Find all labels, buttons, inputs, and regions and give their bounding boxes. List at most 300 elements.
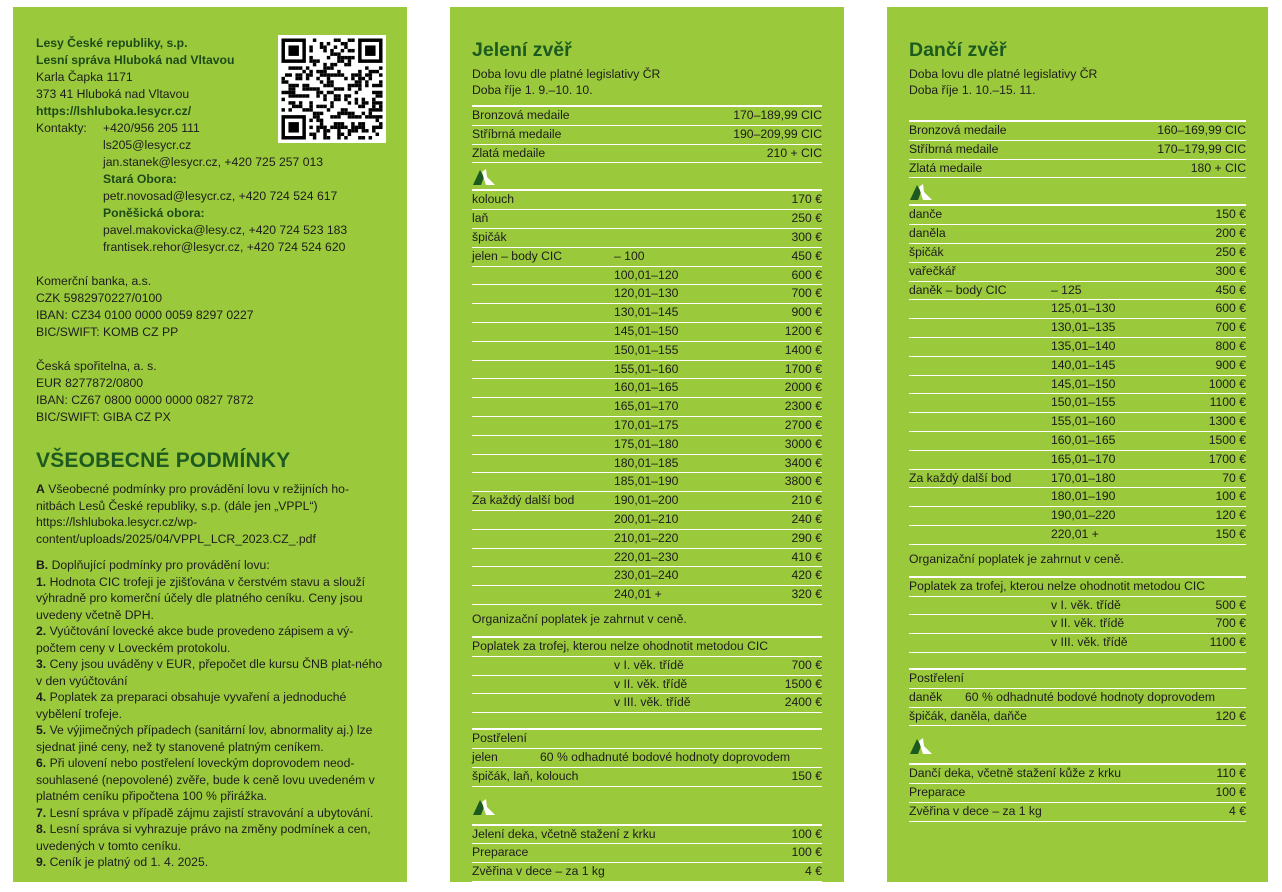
extra-point-row-label	[472, 586, 614, 604]
cic-row-label	[472, 436, 614, 454]
bank-accounts	[36, 273, 385, 426]
cic-row-value: 3400 €	[784, 455, 822, 470]
price-row	[909, 225, 1246, 244]
cic-row-value: 800 €	[1215, 338, 1246, 353]
wounding-title-label: Postřelení	[472, 731, 527, 746]
extra-service-row	[909, 784, 1246, 803]
lcr-logo-icon	[472, 798, 496, 816]
ponesicka-obora-label: Poněšická obora:	[103, 206, 205, 220]
price-row-label: laň	[472, 211, 489, 226]
extra-service-row-label: Zvěřina v dece – za 1 kg	[909, 803, 1042, 818]
extra-service-row	[472, 863, 822, 882]
medal-row-value: 170–189,99 CIC	[733, 108, 822, 122]
cic-row-range: 165,01–170	[1051, 451, 1116, 466]
extra-point-row	[909, 470, 1246, 489]
red-deer-season: Doba lovu dle platné legislativy ČR	[472, 67, 661, 81]
medal-row	[472, 145, 822, 164]
contact-phone: +420/956 205 111	[103, 121, 200, 135]
medal-row-value: 210 + CIC	[766, 145, 822, 160]
extra-point-row	[909, 488, 1246, 507]
extra-point-row-value: 240 €	[791, 511, 822, 526]
condition-item-4	[36, 689, 385, 722]
cic-row-range: 185,01–190	[614, 474, 679, 489]
cic-row-range: 175,01–180	[614, 436, 679, 451]
red-deer-panel	[450, 7, 844, 882]
fallow-deer-panel	[887, 7, 1268, 882]
condition-text: Vyúčtování lovecké akce bude provedeno zápisem a vý-počtem ceny v Loveckém protokolu.	[36, 624, 354, 655]
extra-point-row	[472, 511, 822, 530]
trophy-fee-row	[472, 657, 822, 676]
cic-row-range: 125,01–130	[1051, 301, 1116, 316]
cic-row	[909, 376, 1246, 395]
extra-service-row-label: Preparace	[472, 845, 529, 860]
cic-row-label	[472, 398, 614, 416]
cic-row-label	[472, 267, 614, 285]
trophy-fee-title	[909, 576, 1246, 597]
extra-point-row-value: 420 €	[791, 568, 822, 583]
cic-row-range: 100,01–120	[614, 267, 679, 282]
cic-row	[909, 451, 1246, 470]
cic-row-label	[472, 455, 614, 473]
medal-row-label: Zlatá medaile	[909, 160, 983, 175]
trophy-fee-title-label: Poplatek za trofej, kterou nelze ohodnotit metodou CIC	[909, 578, 1206, 593]
extra-point-row-range: 240,01 +	[614, 587, 662, 602]
extra-point-row-range: 220,01 +	[1051, 526, 1099, 541]
cic-row-range: 150,01–155	[614, 342, 679, 357]
medal-row-value: 180 + CIC	[1190, 160, 1246, 175]
trophy-fee-title-label: Poplatek za trofej, kterou nelze ohodnotit metodou CIC	[472, 638, 769, 653]
contacts-label: Kontakty:	[36, 121, 87, 135]
extra-service-row-label: Dančí deka, včetně stažení kůže z krku	[909, 766, 1122, 781]
extra-point-row-range: 170,01–180	[1051, 470, 1116, 485]
extra-point-row-range: 210,01–220	[614, 530, 679, 545]
condition-item-6	[36, 755, 385, 805]
extra-service-row-label: Preparace	[909, 785, 966, 800]
cic-row-value: 900 €	[1215, 357, 1246, 372]
extra-point-row-label	[909, 507, 1051, 525]
condition-number: 1.	[36, 574, 47, 589]
extra-point-row-label: Za každý další bod	[909, 470, 1012, 485]
bank-line: CZK 5982970227/0100	[36, 291, 163, 305]
extra-point-row-value: 320 €	[791, 587, 822, 602]
cic-row-label	[472, 379, 614, 397]
cic-row-label	[909, 394, 1051, 412]
wounding-other-row-label: špičák, laň, kolouch	[472, 768, 579, 783]
price-row-value: 150 €	[1215, 207, 1246, 222]
condition-item-5	[36, 722, 385, 755]
extra-point-row-value: 290 €	[791, 530, 822, 545]
medal-row	[472, 105, 822, 126]
trophy-fee-row-range: v I. věk. třídě	[1051, 597, 1121, 612]
cic-row-value: 700 €	[1215, 320, 1246, 335]
wounding-main-text: 60 % odhadnuté bodové hodnoty doprovodem	[540, 749, 791, 764]
trophy-fee-row	[472, 676, 822, 695]
extra-service-row-label: Zvěřina v dece – za 1 kg	[472, 864, 605, 879]
cic-row-value: 1200 €	[784, 323, 822, 338]
contact-email[interactable]: ls205@lesycr.cz	[103, 138, 192, 152]
extra-point-row	[472, 530, 822, 549]
cic-row-label: daněk – body CIC	[909, 282, 1007, 297]
cic-row-label	[472, 323, 614, 341]
lcr-logo-icon	[909, 183, 933, 201]
bank-line: Česká spořitelna, a. s.	[36, 359, 157, 373]
extra-point-row-label	[472, 567, 614, 585]
trophy-fee-row-range: v III. věk. třídě	[1051, 635, 1128, 650]
extra-point-row-value: 150 €	[1215, 526, 1246, 541]
cic-row-label	[909, 300, 1051, 318]
cic-row-label	[472, 304, 614, 322]
cic-row-value: 2300 €	[784, 399, 822, 414]
cic-row	[472, 455, 822, 474]
price-row-label: daněla	[909, 226, 946, 241]
cic-row-label: jelen – body CIC	[472, 248, 563, 263]
cic-row-range: 160,01–165	[614, 380, 679, 395]
lcr-logo-icon	[472, 168, 496, 186]
price-row-value: 300 €	[791, 229, 822, 244]
extra-service-row	[909, 803, 1246, 822]
trophy-fee-title-value	[768, 638, 822, 656]
cic-row-value: 3000 €	[784, 436, 822, 451]
contact-novosad[interactable]: petr.novosad@lesycr.cz, +420 724 524 617	[103, 189, 338, 203]
wounding-other-row	[909, 708, 1246, 727]
qr-code[interactable]	[278, 35, 386, 143]
stara-obora-label: Stará Obora:	[103, 172, 177, 186]
org-name-line2: Lesní správa Hluboká nad Vltavou	[36, 53, 235, 67]
bank-line: IBAN: CZ34 0100 0000 0059 8297 0227	[36, 308, 254, 322]
condition-number: 9.	[36, 855, 47, 869]
extra-service-row-label: Jelení deka, včetně stažení z krku	[472, 826, 656, 841]
cic-row-label	[472, 417, 614, 435]
price-row	[909, 263, 1246, 282]
price-row-label: kolouch	[472, 192, 515, 207]
cic-row	[472, 342, 822, 361]
cic-row-value: 600 €	[791, 267, 822, 282]
medal-row-label: Stříbrná medaile	[909, 141, 999, 156]
extra-point-row-range: 230,01–240	[614, 568, 679, 583]
cic-row-value: 1000 €	[1208, 376, 1246, 391]
medal-row-value: 160–169,99 CIC	[1157, 123, 1246, 137]
condition-item-3	[36, 656, 385, 689]
extra-service-row-value: 100 €	[1215, 785, 1246, 800]
wounding-title-label: Postřelení	[909, 670, 964, 685]
cic-row-label	[472, 473, 614, 491]
medal-row-label: Stříbrná medaile	[472, 126, 562, 141]
trophy-fee-row	[909, 597, 1246, 616]
extra-point-row-value: 410 €	[791, 549, 822, 564]
cic-row-label	[909, 451, 1051, 469]
wounding-main-row	[909, 689, 1246, 708]
condition-number: 6.	[36, 756, 47, 770]
price-row	[909, 244, 1246, 263]
condition-list	[36, 574, 385, 871]
trophy-fee-row-range: v III. věk. třídě	[614, 695, 691, 710]
cic-row	[909, 300, 1246, 319]
cic-row	[472, 473, 822, 492]
price-row-value: 200 €	[1215, 226, 1246, 241]
condition-number: 8.	[36, 822, 47, 836]
cic-row	[909, 432, 1246, 451]
cic-row-label	[909, 319, 1051, 337]
cic-row-label	[909, 413, 1051, 431]
condition-text: Ceny jsou uváděny v EUR, přepočet dle kursu ČNB plat-ného v den vyúčtování	[36, 657, 383, 688]
extra-point-row-label	[909, 488, 1051, 506]
wounding-title-value	[647, 730, 822, 748]
extra-service-row-value: 4 €	[1229, 803, 1246, 818]
cic-row-value: 1700 €	[1208, 451, 1246, 466]
extra-point-row-value: 120 €	[1215, 508, 1246, 523]
condition-item-9	[36, 854, 385, 871]
trophy-fee-row-range: v I. věk. třídě	[614, 657, 684, 672]
cic-row-label	[909, 432, 1051, 450]
trophy-fee-row-value: 700 €	[791, 657, 822, 672]
cic-row-range: 120,01–130	[614, 286, 679, 301]
org-street: Karla Čapka 1171	[36, 70, 133, 84]
price-row	[472, 229, 822, 248]
fallow-deer-title: Dančí zvěř	[909, 39, 1007, 61]
bank-line: IBAN: CZ67 0800 0000 0000 0827 7872	[36, 393, 254, 407]
org-fee-note: Organizační poplatek je zahrnut v ceně.	[909, 551, 1124, 566]
wounding-main-row	[472, 749, 822, 768]
cic-row	[472, 379, 822, 398]
trophy-fee-row-value: 700 €	[1215, 616, 1246, 631]
condition-b-heading: B. Doplňující podmínky pro provádění lovu:	[36, 558, 270, 572]
condition-text: Hodnota CIC trofeji je zjišťována v čerstvém stavu a slouží výhradně pro komerční účely dle platného ceníku. Ceny jsou uvedeny včetně DPH.	[36, 574, 366, 622]
price-row-value: 170 €	[791, 192, 822, 207]
org-website-link[interactable]: https://lshluboka.lesycr.cz/	[36, 104, 192, 118]
trophy-fee-row-value: 500 €	[1215, 597, 1246, 612]
extra-service-row-value: 4 €	[805, 864, 822, 879]
extra-service-row	[472, 844, 822, 863]
contact-makovicka[interactable]: pavel.makovicka@lesy.cz, +420 724 523 183	[103, 223, 348, 237]
qr-code-image	[278, 35, 386, 143]
bank-line: Komerční banka, a.s.	[36, 274, 152, 288]
org-fee-note: Organizační poplatek je zahrnut v ceně.	[472, 611, 687, 626]
trophy-fee-row-label	[909, 597, 1051, 615]
extra-service-row-value: 100 €	[791, 845, 822, 860]
cic-row-range: 130,01–135	[1051, 320, 1116, 335]
red-deer-rut: Doba říje 1. 9.–10. 10.	[472, 82, 593, 97]
extra-service-row-value: 100 €	[791, 826, 822, 841]
extra-service-row-value: 110 €	[1216, 766, 1246, 781]
trophy-fee-row-value: 1500 €	[784, 676, 822, 691]
extra-point-row-range: 200,01–210	[614, 511, 679, 526]
trophy-fee-row	[472, 694, 822, 713]
bank-block-1	[36, 273, 385, 341]
price-row	[472, 210, 822, 229]
extra-point-row-label	[909, 526, 1051, 544]
wounding-main-text: 60 % odhadnuté bodové hodnoty doprovodem	[965, 689, 1216, 704]
price-row-value: 250 €	[1215, 244, 1246, 259]
cic-row-value: 450 €	[791, 248, 822, 263]
cic-row-label	[909, 357, 1051, 375]
cic-row-label	[909, 338, 1051, 356]
bank-line: BIC/SWIFT: KOMB CZ PP	[36, 325, 179, 339]
extra-service-row	[909, 763, 1246, 784]
medal-row	[472, 126, 822, 145]
cic-row	[472, 323, 822, 342]
wounding-other-row	[472, 768, 822, 787]
condition-item-1	[36, 574, 385, 624]
price-row-label: dančе	[909, 207, 943, 222]
cic-row	[909, 394, 1246, 413]
extra-point-row-range: 190,01–200	[614, 493, 679, 508]
cic-row-range: 160,01–165	[1051, 432, 1116, 447]
condition-text: Ceník je platný od 1. 4. 2025.	[49, 855, 209, 869]
condition-text: Lesní správa si vyhrazuje právo na změny podmínek a cen, uvedených v tomto ceníku.	[36, 822, 371, 853]
condition-number: 2.	[36, 624, 47, 638]
medal-row-label: Bronzová medaile	[909, 123, 1007, 137]
wounding-other-row-value: 120 €	[1215, 708, 1246, 723]
wounding-main-label: jelen	[472, 749, 498, 764]
cic-row-range: 140,01–145	[1051, 357, 1116, 372]
extra-point-row	[472, 492, 822, 511]
price-row-value: 250 €	[791, 211, 822, 226]
cic-row-value: 900 €	[791, 305, 822, 320]
cic-row-range: – 100	[614, 248, 645, 263]
cic-row-value: 3800 €	[784, 474, 822, 489]
medal-row-label: Bronzová medaile	[472, 108, 570, 122]
trophy-fee-row-label	[472, 676, 614, 694]
cic-row	[472, 436, 822, 455]
cic-row	[909, 319, 1246, 338]
cic-row-range: 165,01–170	[614, 399, 679, 414]
extra-point-row-range: 180,01–190	[1051, 489, 1116, 504]
cic-row-range: – 125	[1051, 282, 1082, 297]
extra-point-row-label	[472, 530, 614, 548]
condition-text: Lesní správa v případě zájmu zajistí stravování a ubytování.	[49, 805, 374, 820]
extra-service-row	[472, 824, 822, 845]
cic-row	[472, 285, 822, 304]
wounding-title-value	[1078, 670, 1247, 688]
condition-item-7	[36, 805, 385, 822]
cic-row	[909, 357, 1246, 376]
medal-row-value: 190–209,99 CIC	[733, 126, 822, 141]
cic-row-value: 1300 €	[1208, 414, 1246, 429]
lcr-logo-icon	[909, 737, 933, 755]
wounding-other-row-value: 150 €	[791, 768, 822, 783]
wounding-main-label: daněk	[909, 689, 943, 704]
cic-row-value: 1400 €	[784, 342, 822, 357]
trophy-fee-row-label	[909, 615, 1051, 633]
medal-row-value: 170–179,99 CIC	[1157, 141, 1246, 156]
cic-row	[472, 398, 822, 417]
medal-row	[909, 160, 1246, 179]
cic-row-range: 130,01–145	[614, 305, 679, 320]
trophy-fee-title	[472, 636, 822, 657]
extra-point-row	[472, 586, 822, 605]
bank-line: BIC/SWIFT: GIBA CZ PX	[36, 410, 171, 424]
trophy-fee-row-value: 2400 €	[784, 695, 822, 710]
wounding-other-row-label: špičák, daněla, daňče	[909, 708, 1027, 723]
cic-row-range: 170,01–175	[614, 417, 679, 432]
trophy-fee-row	[909, 634, 1246, 653]
cic-row	[909, 282, 1246, 301]
cic-row-range: 145,01–150	[614, 323, 679, 338]
condition-number: 4.	[36, 690, 47, 704]
cic-row-label	[472, 285, 614, 303]
condition-number: 3.	[36, 657, 47, 671]
extra-point-row-label	[472, 549, 614, 567]
cic-row-range: 150,01–155	[1051, 395, 1116, 410]
cic-row-value: 1100 €	[1209, 395, 1246, 410]
cic-row-range: 135,01–140	[1051, 338, 1116, 353]
general-conditions-title: VŠEOBECNÉ PODMÍNKY	[36, 449, 291, 472]
fallow-deer-season: Doba lovu dle platné legislativy ČR	[909, 67, 1098, 81]
bank-line: EUR 8277872/0800	[36, 376, 144, 390]
cic-row-value: 450 €	[1215, 282, 1246, 297]
contact-stanek[interactable]: jan.stanek@lesycr.cz, +420 725 257 013	[103, 155, 324, 169]
contact-rehor[interactable]: frantisek.rehor@lesycr.cz, +420 724 524 620	[103, 240, 346, 254]
extra-point-row	[909, 526, 1246, 545]
extra-point-row-value: 210 €	[791, 493, 822, 508]
cic-row-range: 180,01–185	[614, 455, 679, 470]
extra-point-row-range: 190,01–220	[1051, 508, 1116, 523]
cic-row	[472, 361, 822, 380]
trophy-fee-row-range: v II. věk. třídě	[614, 676, 688, 691]
cic-row-range: 145,01–150	[1051, 376, 1116, 391]
cic-row	[472, 248, 822, 267]
cic-row-value: 1500 €	[1208, 432, 1246, 447]
condition-a: A Všeobecné podmínky pro provádění lovu v režijních ho-nitbách Lesů České republiky, s.p. (dále jen „VPPL“) https://lshluboka.lesycr.cz/wp-content/uploads/2025/04/VPPL_LCR_2023.CZ_.pdf	[36, 482, 349, 546]
medal-row-label: Zlatá medaile	[472, 145, 546, 160]
condition-item-2	[36, 623, 385, 656]
condition-number: 7.	[36, 805, 47, 820]
price-row-label: špičák	[909, 244, 944, 259]
extra-point-row	[909, 507, 1246, 526]
condition-text: Poplatek za preparaci obsahuje vyvaření a jednoduché vybělení trofeje.	[36, 690, 347, 721]
cic-row	[909, 338, 1246, 357]
trophy-fee-row-label	[472, 657, 614, 675]
extra-point-row	[472, 549, 822, 568]
condition-text: Při ulovení nebo postřelení loveckým doprovodem neod-souhlasené (nepovolené) zvěře, bude k ceně lovu uvedeném v platném ceníku připočtena 100 % přirážka.	[36, 756, 375, 803]
price-row-value: 300 €	[1215, 263, 1246, 278]
price-row	[909, 204, 1246, 225]
bank-block-2	[36, 358, 385, 426]
extra-point-row-value: 100 €	[1215, 489, 1246, 504]
wounding-title	[472, 728, 822, 749]
extra-point-row-range: 220,01–230	[614, 549, 679, 564]
price-row-label: špičák	[472, 229, 507, 244]
cic-row-value: 600 €	[1215, 301, 1246, 316]
medal-row	[909, 141, 1246, 160]
cic-row	[472, 417, 822, 436]
cic-row-value: 2700 €	[784, 417, 822, 432]
org-name-line1: Lesy České republiky, s.p.	[36, 36, 188, 50]
cic-row-label	[909, 376, 1051, 394]
price-row	[472, 189, 822, 210]
trophy-fee-title-value	[1205, 578, 1246, 596]
cic-row	[472, 304, 822, 323]
wounding-title	[909, 668, 1246, 689]
cic-row-label	[472, 342, 614, 360]
cic-row-value: 2000 €	[784, 380, 822, 395]
contact-panel	[13, 7, 407, 882]
cic-row-value: 700 €	[791, 286, 822, 301]
condition-number: 5.	[36, 723, 47, 737]
trophy-fee-row	[909, 615, 1246, 634]
extra-point-row	[472, 567, 822, 586]
medal-row	[909, 120, 1246, 141]
trophy-fee-row-label	[472, 694, 614, 712]
cic-row-range: 155,01–160	[614, 361, 679, 376]
trophy-fee-row-label	[909, 634, 1051, 652]
condition-text: Ve výjimečných případech (sanitární lov, abnormality aj.) lze sjednat jiné ceny, než ty stanovené platným ceníkem.	[36, 723, 373, 754]
org-city: 373 41 Hluboká nad Vltavou	[36, 87, 190, 101]
fallow-deer-rut: Doba říje 1. 10.–15. 11.	[909, 82, 1036, 97]
trophy-fee-row-value: 1100 €	[1209, 635, 1246, 650]
extra-point-row-label	[472, 511, 614, 529]
cic-row-label	[472, 361, 614, 379]
